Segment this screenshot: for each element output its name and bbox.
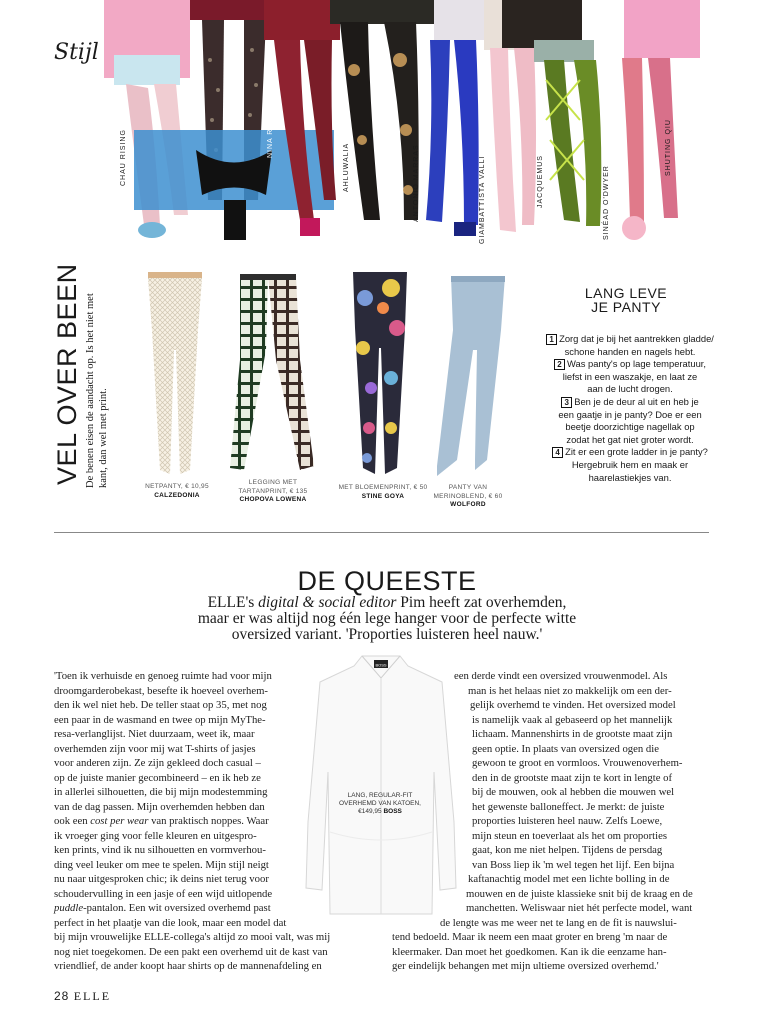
product-caption <box>338 484 428 501</box>
product-image-flower-tights <box>345 268 415 480</box>
shirt-price: €149,95 <box>358 808 382 815</box>
article-line: ger eindelijk behangen met mijn ultieme oversized overhemd.' <box>392 960 659 972</box>
page-folio <box>54 989 111 1004</box>
article-line: op de juiste manier gecombineerd – en ik heb ze <box>54 771 261 784</box>
article-line: perfect in het plaatje van die look, maar een model dat <box>54 916 287 929</box>
intro-line: oversized variant. 'Proporties luisteren heel nauw.' <box>231 626 543 643</box>
tips-list <box>530 333 730 484</box>
article-line: voor anderen zijn. Ze zijn gekleed doch casual – <box>54 757 261 769</box>
vel-over-been-subtitle: De benen eisen de aandacht op. Is het niet met kant, dan wel met print. <box>85 293 109 488</box>
product-brand: STINE GOYA <box>361 492 405 500</box>
shirt-brand: BOSS <box>383 808 402 815</box>
article-line: kleermaker. Dan moet het goedkomen. Kan ik die eenzame han- <box>392 945 667 958</box>
article-line: de lengte was me weer net te lang en de fit is nauwslui- <box>440 916 677 929</box>
tip-item <box>530 333 730 358</box>
article-text: van praktisch noppes. Waar <box>148 815 269 827</box>
article-line: het gewenste balloneffect. Je merkt: de juiste <box>472 800 665 813</box>
designer-credit: CHAU RISING <box>120 129 127 186</box>
article-line: manchetten. Weliswaar niet hét perfecte model, want <box>466 902 693 914</box>
tip-item <box>530 446 730 484</box>
intro-text: Pim heeft zat overhemden, <box>396 594 567 611</box>
tip-line: Was panty's op lage temperatuur, <box>566 358 707 370</box>
shirt-label-tag: BOSS <box>375 662 387 668</box>
tip-line: een gaatje in je panty? Doe er een <box>558 408 702 420</box>
product-brand: WOLFORD <box>450 501 486 508</box>
page-number: 28 <box>54 989 70 1003</box>
article-line <box>54 814 362 829</box>
article-column-right <box>392 669 714 974</box>
article-line: overhemden zijn voor mij wat T-shirts of jasjes <box>54 742 256 755</box>
shirt-caption-line: LANG, REGULAR-FIT <box>347 792 413 799</box>
lang-leve-title <box>540 286 712 314</box>
intro-italic: digital & social editor <box>258 594 397 611</box>
tip-number: 1 <box>546 334 557 345</box>
product-desc: NETPANTY, € 10,95 <box>145 483 209 490</box>
tip-number: 4 <box>552 447 563 458</box>
product-image-netpanty <box>140 270 210 480</box>
article-line: nu naar uitgesproken chic; ik deins niet terug voor <box>54 873 269 885</box>
article-line: schoudervulling in een jasje of een wijd uitlopende <box>54 887 273 900</box>
article-line: een derde vindt een oversized vrouwenmodel. Als <box>454 670 668 682</box>
designer-credit: GIAMBATTISTA VALLI <box>479 155 486 244</box>
product-desc: LEGGING MET TARTANPRINT, € 135 <box>238 479 308 495</box>
article-line: ding veel leuker om mee te spelen. Mijn stijl neigt <box>54 858 269 871</box>
article-italic: cost per wear <box>90 815 149 827</box>
article-line: nog niet toegekomen. De een pakt een overhemd uit de kast van <box>54 945 328 958</box>
article-line: ik vroeger ging voor felle kleuren en uitgespro- <box>54 829 257 842</box>
article-line: een paar in de wasmand en twee op mijn MyThe- <box>54 713 266 726</box>
article-line: gaat, kon me niet helpen. Tijdens de persdag <box>472 844 663 856</box>
designer-credit: ANTONIO MARRAS <box>413 144 420 222</box>
section-label: Stijl <box>54 40 99 65</box>
designer-credit: JACQUEMUS <box>537 155 544 208</box>
article-line: gewoon te groot en vormloos. Vrouwenoverhem- <box>472 757 683 769</box>
article-line: is namelijk vaak al gebaseerd op het mannelijk <box>472 713 673 726</box>
designer-credit: AHLUWALIA <box>343 142 350 192</box>
tip-line: haarelastiekjes van. <box>588 471 672 483</box>
product-image-merino-tights <box>417 270 517 480</box>
article-text: -pantalon. Een wit oversized overhemd past <box>83 902 271 914</box>
intro-text: ELLE's <box>207 594 259 611</box>
article-line: den ik wel niet heb. De teller staat op 35, met nog <box>54 699 267 711</box>
product-brand: CALZEDONIA <box>154 491 200 499</box>
de-queeste-intro <box>170 595 604 643</box>
article-line: proporties luisteren heel nauw. Zelfs Loewe, <box>472 815 663 827</box>
section-divider <box>54 532 709 533</box>
article-line: ken prints, vind ik nu silhouetten en vormverhou- <box>54 844 266 856</box>
designer-credit: NINA RICCI <box>267 110 274 158</box>
article-text: ook een <box>54 815 91 827</box>
tip-line: zodat het gat niet groter wordt. <box>566 433 694 445</box>
intro-line <box>170 595 604 611</box>
tip-line: Zorg dat je bij het aantrekken gladde/ <box>559 333 714 344</box>
article-italic: puddle <box>54 902 84 914</box>
article-line: tend bedoeld. Maar ik neem een maat groter en breng 'm naar de <box>392 931 668 943</box>
lang-leve-title-line: JE PANTY <box>591 299 661 315</box>
tip-line: liefst in een waszakje, en laat ze <box>562 370 698 382</box>
article-line: 'Toen ik verhuisde en genoeg ruimte had voor mijn <box>54 670 272 682</box>
article-line: in allerlei silhouetten, die bij mijn modestemming <box>54 786 268 798</box>
article-line: kaftanachtig model met een lichte bolling in de <box>468 873 670 885</box>
article-line: van Boss liep ik 'm wel tegen het lijf. Een bijna <box>472 858 675 871</box>
article-line: mouwen en de juiste klassieke snit bij de kraag en de <box>466 887 693 900</box>
article-line: vriendlief, de ander koopt haar shirts op de mannenafdeling en <box>54 960 322 972</box>
tip-number: 3 <box>561 397 572 408</box>
shirt-caption-line: OVERHEMD VAN KATOEN, <box>339 800 421 807</box>
article-line: droomgarderobekast, besefte ik hoeveel overhem- <box>54 684 268 697</box>
article-line <box>54 901 362 916</box>
article-line: mijn steun en toeverlaat als het om proporties <box>472 829 667 842</box>
intro-line: maar er was altijd nog één lege hanger voor de perfecte witte <box>197 610 577 627</box>
article-column-left <box>54 669 362 974</box>
product-image-tartan-legging <box>210 270 320 480</box>
article-line: van de dag passen. Mijn overhemden hebben dan <box>54 800 265 813</box>
article-line: resa-verlanglijst. Niet duurzaam, weet ik, maar <box>54 728 255 740</box>
designer-credit: SINÉAD O'DWYER <box>603 165 610 240</box>
article-line: bij de mouwen, ook al hebben die mouwen wel <box>472 786 675 798</box>
product-brand: CHOPOVA LOWENA <box>239 496 307 503</box>
tip-line: Ben je de deur al uit en heb je <box>574 395 699 407</box>
magazine-brand: ELLE <box>73 989 112 1003</box>
tip-line: Hergebruik hem en maak er <box>571 458 689 470</box>
lang-leve-title-line: LANG LEVE <box>584 285 668 301</box>
tip-item <box>530 358 730 396</box>
de-queeste-title: DE QUEESTE <box>297 566 477 596</box>
product-caption <box>228 479 318 505</box>
product-caption <box>142 483 212 500</box>
tip-line: aan de lucht drogen. <box>587 383 673 395</box>
article-line: man is het helaas niet zo makkelijk om een der- <box>468 684 672 697</box>
product-desc: PANTY VAN MERINOBLEND, € 60 <box>433 484 503 500</box>
article-line: bij mijn vrouwelijke ELLE-collega's altijd zo mooi valt, was mij <box>54 931 331 943</box>
product-caption <box>432 484 504 510</box>
designer-credit: SHUTING QIU <box>665 119 672 176</box>
vel-over-been-title: VEL OVER BEEN <box>52 263 82 485</box>
article-line: geen optie. In plaats van oversized ogen die <box>472 742 659 755</box>
tip-number: 2 <box>554 359 565 370</box>
product-desc: MET BLOEMENPRINT, € 50 <box>338 484 428 491</box>
article-line: gelijk overhemd te vinden. Het oversized model <box>470 699 676 711</box>
tip-item <box>530 396 730 446</box>
article-line: den in de grootste maat zijn te kort in lengte of <box>472 771 673 784</box>
tip-line: Zit er een grote ladder in je panty? <box>565 446 708 458</box>
tip-line: schone handen en nagels hebt. <box>564 345 696 357</box>
runway-legs-photo <box>104 0 700 246</box>
tip-line: beetje doorzichtige nagellak op <box>565 421 695 433</box>
article-line: lichaam. Mannenshirts in de grootste maat zijn <box>472 728 673 740</box>
